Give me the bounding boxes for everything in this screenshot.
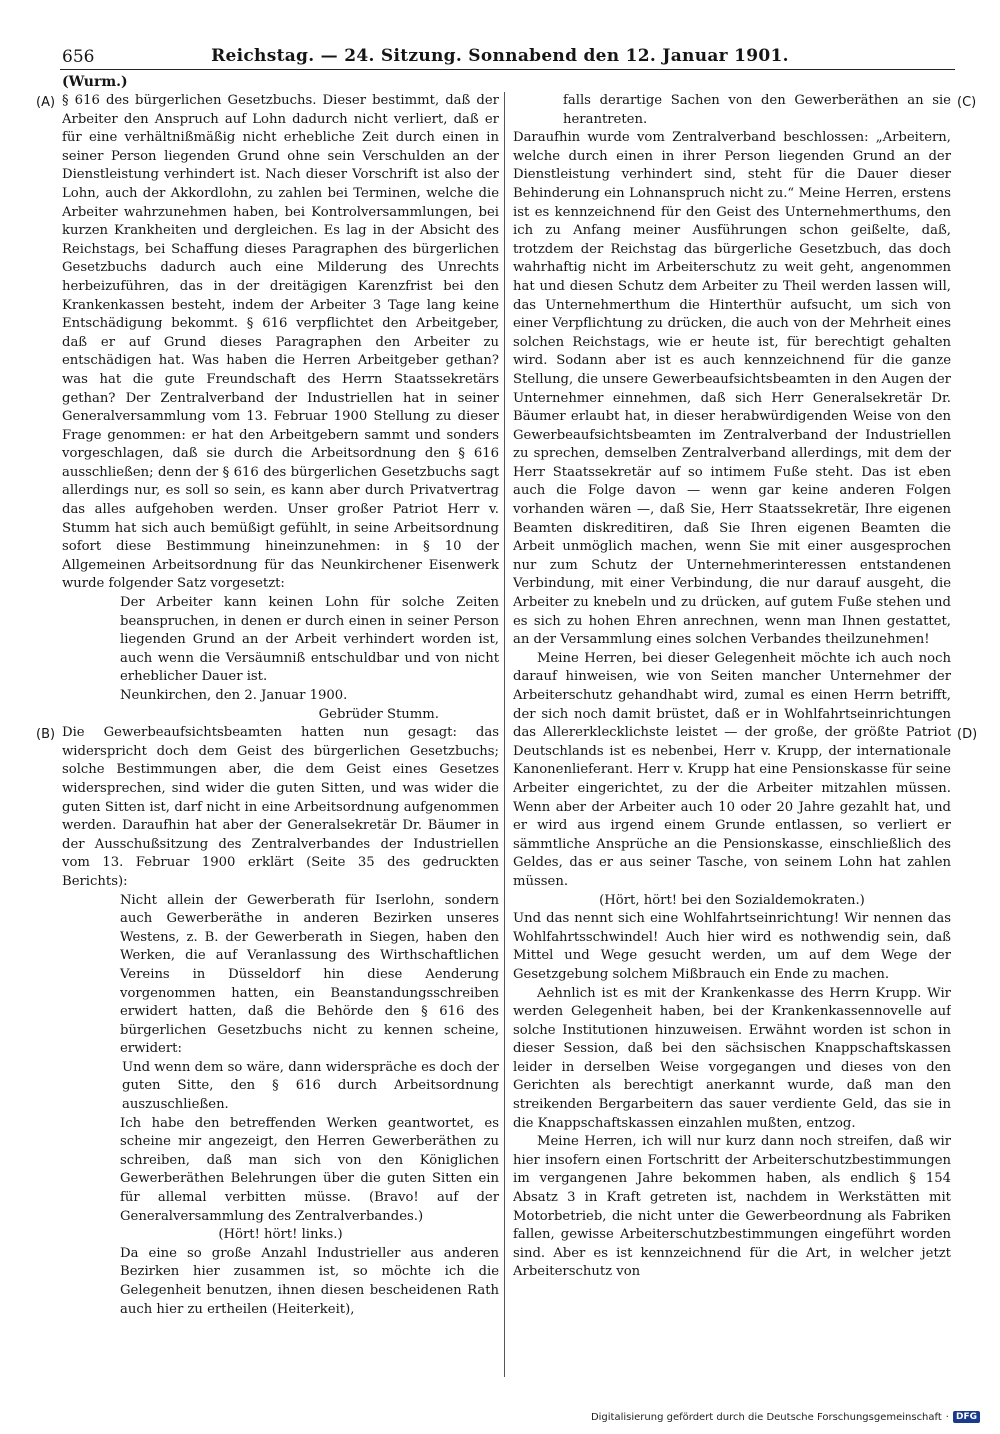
dfg-logo-badge: DFG: [953, 1411, 980, 1423]
running-title: Reichstag. — 24. Sitzung. Sonnabend den 12. Januar 1901.: [211, 46, 789, 66]
page-header: [0, 0, 1000, 72]
paragraph: Daraufhin wurde vom Zentralverband beschlossen: „Arbeitern, welche durch einen in ihrer Person liegenden Grund an der Dienstleistung verhindert sind, steht für die Dauer dieser Behinderung ein Lohnanspruch nicht zu.“ Meine Herren, erstens ist es kennzeichnend für den Geist des Unternehmerthums, den ich zu Anfang meiner Ausführungen schon geißelte, daß, trotzdem der Reichstag das bürgerliche Gesetzbuch, das doch wahrhaftig nicht im Arbeiterschutz zu weit geht, angenommen hat und diesen Schutz dem Arbeiter zu Theil werden lassen will, das Unternehmerthum die Hinterthür aufsucht, um sich von einer Verpflichtung zu drücken, die auch von der Mehrheit eines solchen Reichstags, wie er heute ist, für berechtigt gehalten wird. Sodann aber ist es auch kennzeichnend für die ganze Stellung, die unsere Gewerbeaufsichtsbeamten in den Augen der Unternehmer einnehmen, daß sich Herr Generalsekretär Dr. Bäumer erlaubt hat, in dieser herabwürdigenden Weise von den Gewerbeaufsichtsbeamten im Zentralverband der Industriellen zu sprechen, demselben Zentralverband allerdings, mit dem der Herr Staatssekretär auf so intimem Fuße steht. Das ist eben auch die Folge davon — wenn gar keine anderen Folgen vorhanden wären —, daß Sie, Herr Staatssekretär, Ihre eigenen Beamten diskreditiren, daß Sie Ihren eigenen Beamten die Arbeit unmöglich machen, wenn Sie mit einer ausgesprochen nur zum Schutz der Unternehmerinteressen entstandenen Verbindung, mit einer Verbindung, die nur darauf ausgeht, die Arbeiter zu knebeln und zu drücken, auf gutem Fuße stehen und es sich zu hohen Ehren anrechnen, wenn man Ihnen gestattet, an der Versammlung eines solchen Verbandes theilzunehmen!: [513, 130, 951, 648]
paragraph: Meine Herren, ich will nur kurz dann noch streifen, daß wir hier insofern einen Fortschritt der Arbeiterschutzbestimmungen im vergangenen Jahre bekommen haben, als endlich § 154 Absatz 3 in Kraft getreten ist, nachdem in Werkstätten mit Motorbetrieb, die nicht unter die Gewerbeordnung als Fabriken fallen, gewisse Arbeiterschutzbestimmungen eingeführt worden sind. Aber es ist kennzeichnend für die Art, in welcher jetzt Arbeiterschutz von: [513, 1134, 951, 1280]
paragraph: § 616 des bürgerlichen Gesetzbuchs. Dieser bestimmt, daß der Arbeiter den Anspruch auf Lohn dadurch nicht verliert, daß er für eine verhältnißmäßig nicht erhebliche Zeit durch einen in seiner Person liegenden Grund ohne sein Verschulden an der Dienstleistung verhindert ist. Nach dieser Vorschrift ist also der Lohn, auch der Akkordlohn, zu zahlen bei Terminen, welche die Arbeiter wahrzunehmen haben, bei Kontrolversammlungen, bei kurzen Krankheiten und dergleichen. Es lag in der Absicht des Reichstags, bei Schaffung dieses Paragraphen des bürgerlichen Gesetzbuchs dadurch auch eine Milderung des Unrechts herbeizuführen, das in der dreitägigen Karenzfrist bei den Krankenkassen besteht, indem der Arbeiter 3 Tage lang keine Entschädigung bekommt. § 616 verpflichtet den Arbeitgeber, daß er auf Grund dieses Paragraphen den Arbeiter zu entschädigen hat. Was haben die Herren Arbeitgeber gethan? was hat die gute Freundschaft des Herrn Staatssekretärs gethan? Der Zentralverband der Industriellen hat in seiner Generalversammlung vom 13. Februar 1900 Stellung zu dieser Frage genommen: er hat den Arbeitgebern sammt und sonders vorgeschlagen, daß sie durch die Arbeitsordnung den § 616 ausschließen; denn der § 616 des bürgerlichen Gesetzbuchs sagt allerdings nur, es soll so sein, es kann aber durch Privatvertrag das alles aufgehoben werden. Unser großer Patriot Herr v. Stumm hat sich auch bemüßigt gefühlt, in seine Arbeitsordnung sofort diese Bestimmung hineinzunehmen: in § 10 der Allgemeinen Arbeitsordnung für das Neunkirchener Eisenwerk wurde folgender Satz vorgesetzt:: [62, 93, 499, 592]
quote-signature: Gebrüder Stumm.: [318, 706, 439, 722]
header-rule: [60, 69, 955, 70]
interjection: (Hört, hört! bei den Sozialdemokraten.): [599, 892, 865, 908]
nested-quote: Und wenn dem so wäre, dann widerspräche es doch der guten Sitte, den § 616 durch Arbeitsordnung auszuschließen.: [122, 1059, 499, 1113]
paragraph: Aehnlich ist es mit der Krankenkasse des Herrn Krupp. Wir werden Gelegenheit haben, bei der Krankenkassennovelle auf solche Institutionen hinzuweisen. Erwähnt worden ist schon in dieser Session, daß bei den sächsischen Knappschaftskassen leider in derselben Weise vorgegangen und dieses von den Gerichten als berechtigt anerkannt wurde, daß man den streikenden Bergarbeitern das sauer verdiente Geld, das sie in die Knappschaftskassen einzahlen mußten, entzog.: [513, 985, 951, 1131]
page-number: 656: [62, 47, 95, 67]
margin-marker-d: (D): [957, 727, 978, 742]
footer-text: Digitalisierung gefördert durch die Deutsche Forschungsgemeinschaft: [590, 1411, 942, 1423]
column-separator: [504, 92, 505, 1377]
speaker-name: (Wurm.): [62, 74, 128, 90]
margin-marker-b: (B): [36, 727, 56, 742]
paragraph: Und das nennt sich eine Wohlfahrtseinrichtung! Wir nennen das Wohlfahrtsschwindel! Auch hier wird es nothwendig sein, daß Mittel und Wege gesucht werden, um auf dem Wege der Gesetzgebung solchem Mißbrauch ein Ende zu machen.: [513, 911, 951, 982]
quote-dateline: Neunkirchen, den 2. Januar 1900.: [120, 688, 348, 703]
interjection: (Hört! hört! links.): [218, 1227, 343, 1243]
block-quote: Nicht allein der Gewerberath für Iserlohn, sondern auch Gewerberäthe in anderen Bezirken unseres Westens, z. B. der Gewerberath in Siegen, haben den Werken, die auf Veranlassung des Wirthschaftlichen Vereins in Düsseldorf hin diese Aenderung vorgenommen hatten, ein Beanstandungsschreiben erwidert hatten, daß die Behörde den § 616 des bürgerlichen Gesetzbuchs nicht zu kennen scheine, erwidert:: [120, 892, 499, 1057]
paragraph: Die Gewerbeaufsichtsbeamten hatten nun gesagt: das widerspricht doch dem Geist des bürgerlichen Gesetzbuchs; solche Bestimmungen aber, die dem Geist eines Gesetzes widersprechen, sind wider die guten Sitten, und was wider die guten Sitten ist, darf nicht in eine Arbeitsordnung aufgenommen werden. Daraufhin hat aber der Generalsekretär Dr. Bäumer in der Ausschußsitzung des Zentralverbandes der Industriellen vom 13. Februar 1900 erklärt (Seite 35 des gedruckten Berichts):: [62, 725, 499, 889]
paragraph: Meine Herren, bei dieser Gelegenheit möchte ich auch noch darauf hinweisen, wie von Seiten mancher Unternehmer der Arbeiterschutz gehandhabt wird, zumal es einen Herrn betrifft, der sich noch damit brüstet, daß er in Wohlfahrtseinrichtungen das Allererklecklichste leistet — der große, der größte Patriot Deutschlands ist es nebenbei, Herr v. Krupp, der internationale Kanonenlieferant. Herr v. Krupp hat eine Pensionskasse für seine Arbeiter eingerichtet, zu der die Arbeiter mitzahlen müssen. Wenn aber der Arbeiter auch 10 oder 20 Jahre gezahlt hat, und er wird aus irgend einem Grunde entlassen, so verliert er sämmtliche Ansprüche an die Pensionskasse, einschließlich des Geldes, das er aus seiner Tasche, von seinem Lohn hat zahlen müssen.: [513, 650, 951, 889]
footer-credit: [591, 1411, 980, 1423]
block-quote: Ich habe den betreffenden Werken geantwortet, es scheine mir angezeigt, den Herren Gewerberäthen zu schreiben, daß man sich von den Königlichen Gewerberäthen Belehrungen über die guten Sitten ein für allemal verbitten müsse. (Bravo! auf der Generalversammlung des Zentralverbandes.): [120, 1115, 499, 1224]
left-column: [62, 92, 499, 1382]
block-quote: Der Arbeiter kann keinen Lohn für solche Zeiten beanspruchen, in denen er durch einen in seiner Person liegenden Grund an der Arbeit verhindert worden ist, auch wenn die Versäumniß entschuldbar und von nicht erheblicher Dauer ist.: [120, 595, 499, 685]
block-quote: Da eine so große Anzahl Industrieller aus anderen Bezirken hier zusammen ist, so möchte ich die Gelegenheit benutzen, ihnen diesen bescheidenen Rath auch hier zu ertheilen (Heiterkeit),: [120, 1245, 499, 1317]
margin-marker-a: (A): [36, 95, 56, 110]
right-column: [513, 92, 951, 1382]
margin-marker-c: (C): [957, 95, 977, 110]
quote-continuation: falls derartige Sachen von den Gewerberäthen an sie herantreten.: [563, 93, 951, 127]
dfg-logo: ·: [945, 1411, 949, 1423]
